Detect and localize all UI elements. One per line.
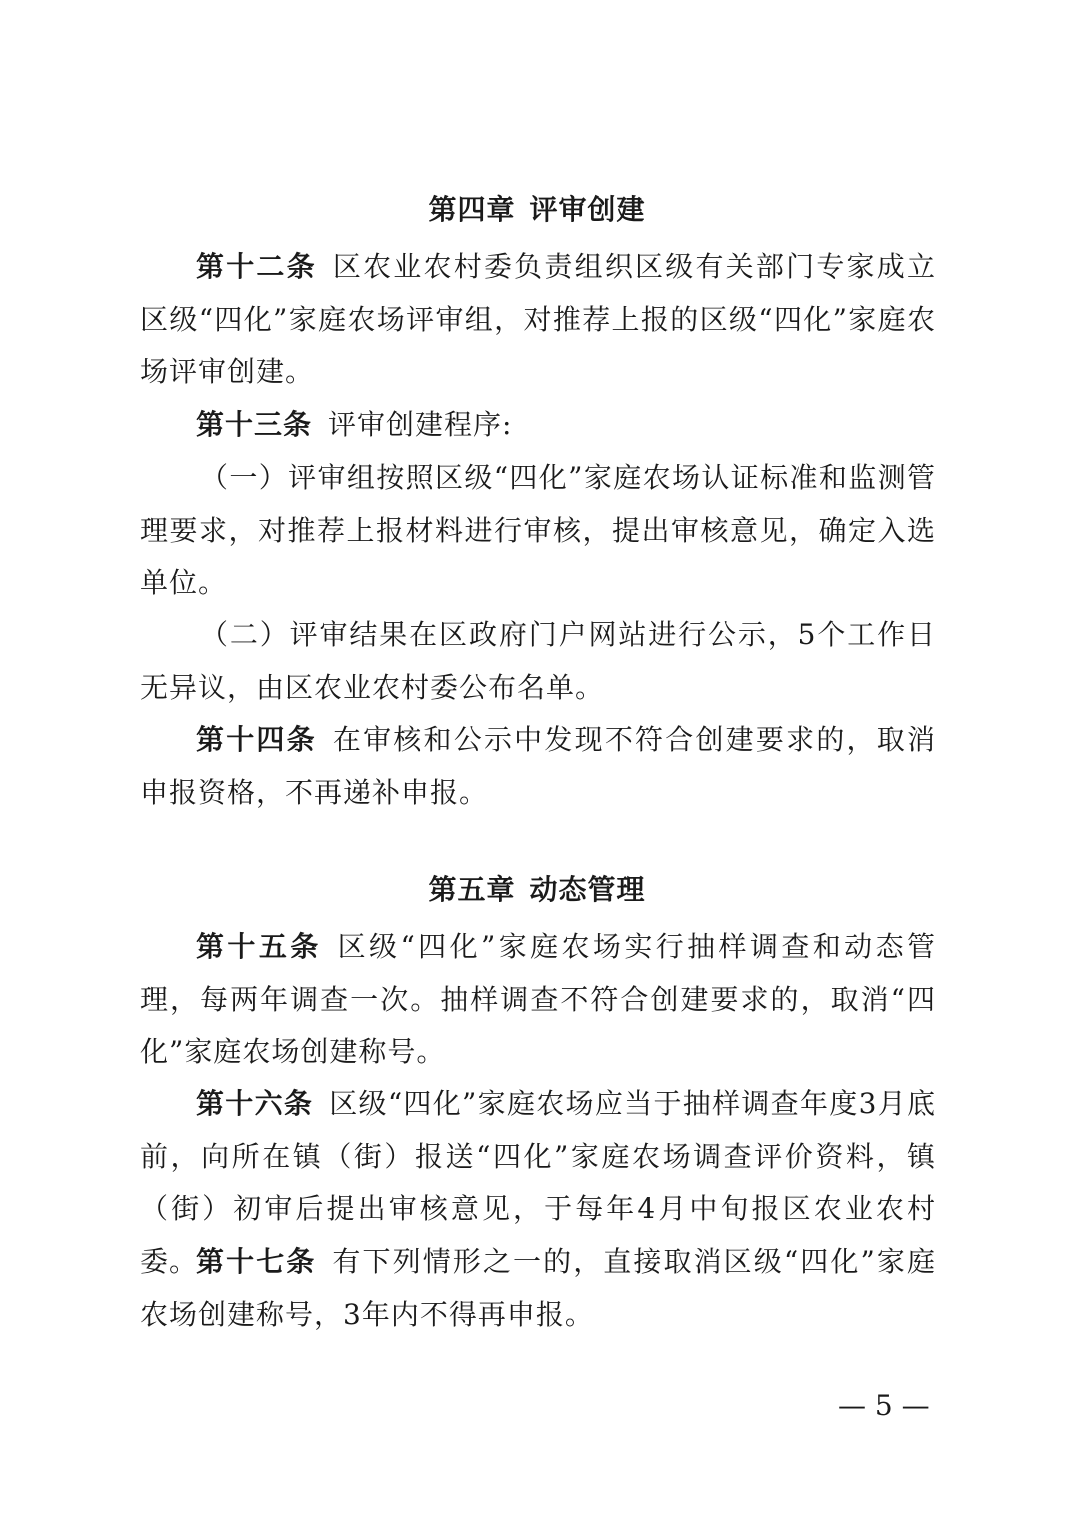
article-12-label: 第十二条 (196, 250, 317, 283)
chapter-5-name: 动态管理 (529, 873, 646, 906)
page-number: — 5 — (838, 1389, 930, 1422)
article-16-text: 区级“四化”家庭农场应当于抽样调查年度3月底前，向所在镇（街）报送“四化”家庭农场调查评价资料，镇（街）初审后提出审核意见，于每年4月中旬报区农业农村委。 (140, 1087, 936, 1278)
article-13 (140, 399, 936, 452)
article-12 (140, 241, 936, 399)
article-13-label: 第十三条 (196, 408, 313, 441)
article-14-text: 在审核和公示中发现不符合创建要求的，取消申报资格，不再递补申报。 (140, 723, 936, 809)
chapter-4-title (0, 192, 1074, 228)
chapter-5-title (0, 872, 1074, 908)
procedure-item-1: （一）评审组按照区级“四化”家庭农场认证标准和监测管理要求，对推荐上报材料进行审核，提出审核意见，确定入选单位。 (140, 461, 936, 599)
chapter-4-name: 评审创建 (529, 193, 646, 226)
article-14-label: 第十四条 (196, 723, 317, 756)
article-15 (140, 921, 936, 1079)
article-15-text: 区级“四化”家庭农场实行抽样调查和动态管理，每两年调查一次。抽样调查不符合创建要求的，取消“四化”家庭农场创建称号。 (140, 930, 936, 1068)
article-16-label: 第十六条 (196, 1087, 314, 1120)
article-17-text: 有下列情形之一的，直接取消区级“四化”家庭农场创建称号，3年内不得再申报。 (140, 1245, 936, 1331)
article-17-label: 第十七条 (196, 1245, 317, 1278)
article-17 (140, 1236, 936, 1341)
article-12-text: 区农业农村委负责组织区级有关部门专家成立区级“四化”家庭农场评审组，对推荐上报的区级“四化”家庭农场评审创建。 (140, 250, 936, 388)
article-14 (140, 714, 936, 819)
chapter-5-number: 第五章 (428, 873, 516, 906)
article-15-label: 第十五条 (196, 930, 322, 963)
chapter-4-number: 第四章 (428, 193, 516, 226)
article-13-text: 评审创建程序: (328, 408, 513, 441)
procedure-item-2: （二）评审结果在区政府门户网站进行公示，5个工作日无异议，由区农业农村委公布名单。 (140, 618, 936, 704)
